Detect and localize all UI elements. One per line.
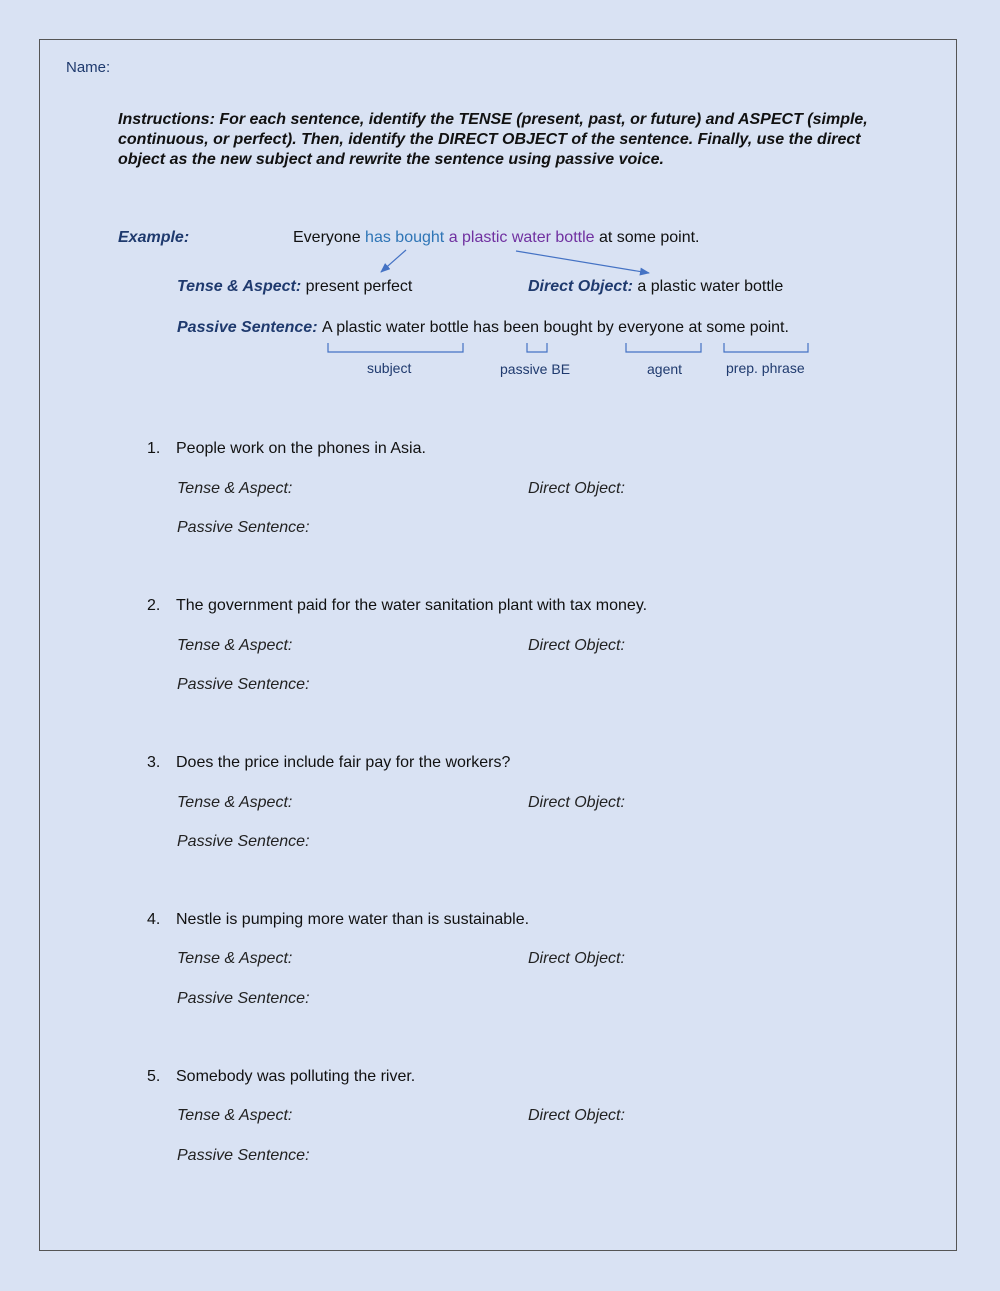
example-sentence-end: at some point. <box>594 229 700 246</box>
question-2-text: The government paid for the water sanitation plant with tax money. <box>176 597 648 614</box>
question-5-tense-label: Tense & Aspect: <box>177 1107 293 1124</box>
example-passive-value: A plastic water bottle has been bought by everyone at some point. <box>321 319 789 336</box>
example-sentence-start: Everyone <box>293 229 366 246</box>
question-5-passive-label: Passive Sentence: <box>177 1147 310 1164</box>
question-3-text: Does the price include fair pay for the workers? <box>176 754 511 771</box>
question-3-passive-label: Passive Sentence: <box>177 833 310 850</box>
name-label: Name: <box>66 59 111 76</box>
question-3-object-label: Direct Object: <box>528 794 625 811</box>
annotation-passive-be: passive BE <box>500 361 571 377</box>
example-passive-label: Passive Sentence: <box>177 319 318 336</box>
question-3-number: 3. <box>147 754 161 771</box>
example-verb: has bought <box>365 229 445 246</box>
question-5-object-label: Direct Object: <box>528 1107 625 1124</box>
question-2-object-label: Direct Object: <box>528 637 625 654</box>
question-1-passive-label: Passive Sentence: <box>177 519 310 536</box>
annotation-prep-phrase: prep. phrase <box>726 360 805 376</box>
example-object: a plastic water bottle <box>448 229 595 246</box>
example-tense-row <box>177 278 412 296</box>
example-label: Example: <box>118 229 190 246</box>
annotation-subject: subject <box>367 360 412 376</box>
question-4-number: 4. <box>147 911 161 928</box>
question-5-number: 5. <box>147 1068 161 1085</box>
example-sentence <box>293 229 700 247</box>
question-1-tense-label: Tense & Aspect: <box>177 480 293 497</box>
question-2-tense-label: Tense & Aspect: <box>177 637 293 654</box>
example-object-label: Direct Object: <box>528 278 633 295</box>
question-4-object-label: Direct Object: <box>528 950 625 967</box>
question-2-number: 2. <box>147 597 161 614</box>
question-4-tense-label: Tense & Aspect: <box>177 950 293 967</box>
question-2-passive-label: Passive Sentence: <box>177 676 310 693</box>
instructions-text: Instructions: For each sentence, identify the TENSE (present, past, or future) and ASPECT (simple, continuous, or perfect). Then, identify the DIRECT OBJECT of the sentence. Finally, use the direct object as the new subject and rewrite the sentence using passive voice. <box>118 111 868 168</box>
example-object-row <box>528 278 783 296</box>
question-1-object-label: Direct Object: <box>528 480 625 497</box>
example-passive-row <box>177 319 789 337</box>
question-1-number: 1. <box>147 440 161 457</box>
question-1-text: People work on the phones in Asia. <box>176 440 426 457</box>
example-tense-value: present perfect <box>305 278 413 295</box>
annotation-agent: agent <box>647 361 683 377</box>
question-3-tense-label: Tense & Aspect: <box>177 794 293 811</box>
example-object-value: a plastic water bottle <box>637 278 784 295</box>
question-4-passive-label: Passive Sentence: <box>177 990 310 1007</box>
question-5-text: Somebody was polluting the river. <box>176 1068 416 1085</box>
question-4-text: Nestle is pumping more water than is sustainable. <box>176 911 530 928</box>
example-tense-label: Tense & Aspect: <box>177 278 302 295</box>
